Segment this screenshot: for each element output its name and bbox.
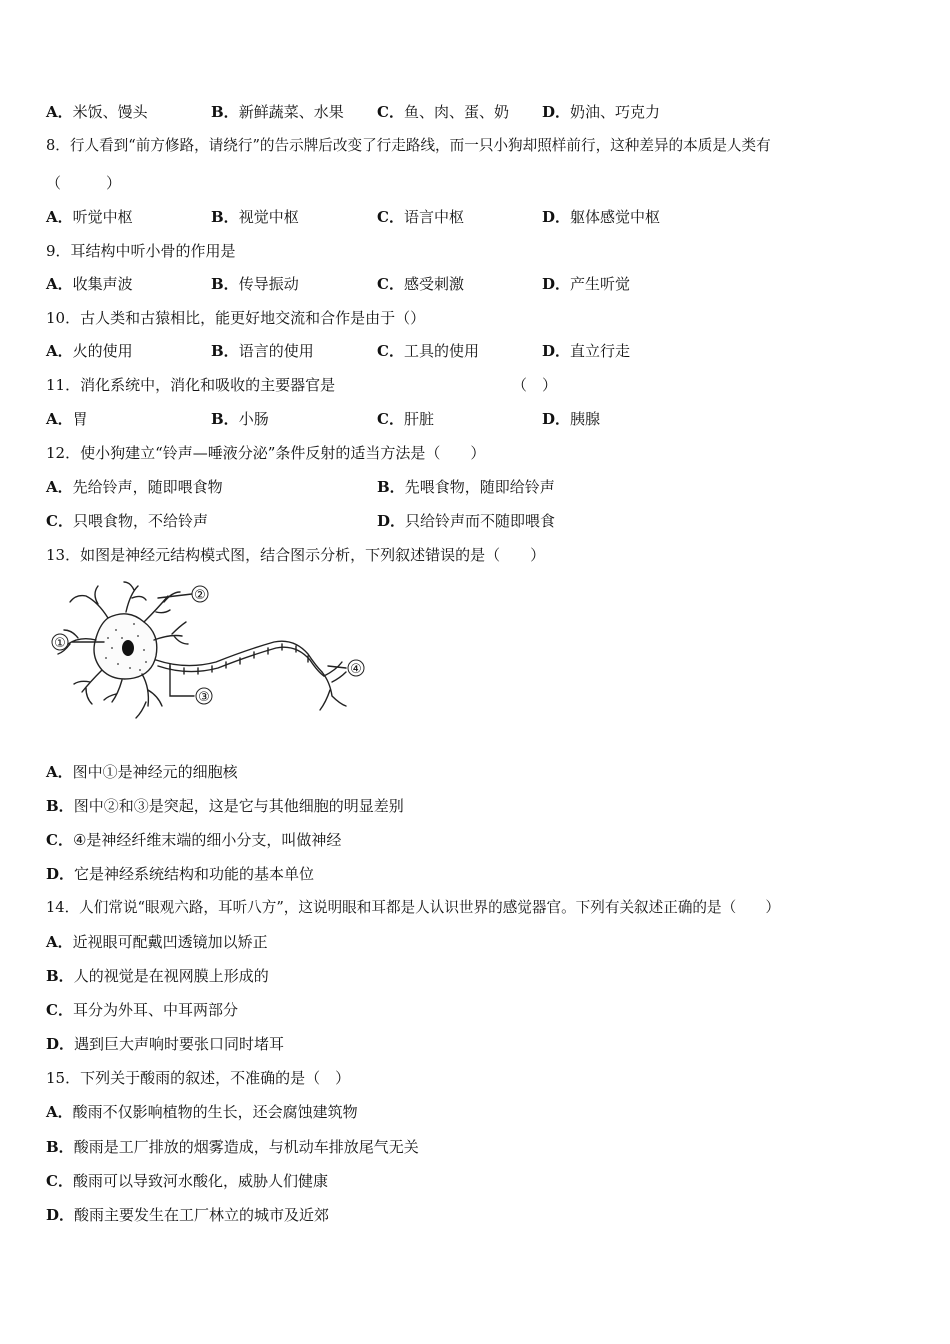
q14-option-a[interactable]: A．近视眼可配戴凹透镜加以矫正 [46,933,268,951]
q15-option-c[interactable]: C．酸雨可以导致河水酸化，威胁人们健康 [46,1172,328,1190]
q8-stem-answer-blank: （ ） [46,174,122,192]
q8-options [46,207,906,227]
q12-option-a[interactable]: A．先给铃声，随即喂食物 [46,478,223,496]
q14-option-c[interactable]: C．耳分为外耳、中耳两部分 [46,1001,238,1019]
q9-option-d[interactable]: D．产生听觉 [542,275,631,293]
label-leader-4 [328,666,346,668]
neuron-nucleus [122,640,134,656]
q11-answer-paren: （ ） [512,376,558,394]
q12-option-c[interactable]: C．只喂食物，不给铃声 [46,512,208,530]
neuron-dendrite [74,670,102,704]
q15-option-d[interactable]: D．酸雨主要发生在工厂林立的城市及近郊 [46,1206,330,1224]
neuron-axon [156,641,322,672]
q9-option-c[interactable]: C．感受刺激 [377,275,464,293]
q13-option-a[interactable]: A．图中①是神经元的细胞核 [46,763,238,781]
q10-option-c[interactable]: C．工具的使用 [377,342,479,360]
q12-stem: 12．使小狗建立“铃声—唾液分泌”条件反射的适当方法是（ ） [46,444,486,462]
myelin-segments [170,644,308,674]
q13-stem: 13．如图是神经元结构模式图，结合图示分析，下列叙述错误的是（ ） [46,546,546,564]
neuron-dendrite [124,582,146,612]
figure-label-2: ② [194,588,206,603]
q11-option-c[interactable]: C．肝脏 [377,410,434,428]
q11-options [46,409,906,429]
q14-stem: 14．人们常说“眼观六路，耳听八方”，这说明眼和耳都是人认识世界的感觉器官。下列有关叙述正确的是（ ） [46,899,780,916]
q11-option-d[interactable]: D．胰腺 [542,410,601,428]
q15-stem: 15．下列关于酸雨的叙述，不准确的是（ ） [46,1069,351,1087]
q14-option-d[interactable]: D．遇到巨大声响时要张口同时堵耳 [46,1035,285,1053]
neuron-diagram [46,578,376,726]
figure-label-1: ① [54,636,66,651]
neuron-axon-terminal [320,662,346,710]
neuron-dendrite [136,674,162,718]
q7-option-b[interactable]: B．新鲜蔬菜、水果 [211,103,344,121]
q7-options [46,102,906,122]
q8-option-b[interactable]: B．视觉中枢 [211,208,299,226]
q12-options-row2 [46,511,906,531]
neuron-dendrite [70,586,108,618]
q14-option-b[interactable]: B．人的视觉是在视网膜上形成的 [46,967,269,985]
q10-stem: 10．古人类和古猿相比，能更好地交流和合作是由于（） [46,309,426,327]
q10-option-d[interactable]: D．直立行走 [542,342,631,360]
q12-option-d[interactable]: D．只给铃声而不随即喂食 [377,512,556,530]
q13-option-b[interactable]: B．图中②和③是突起，这是它与其他细胞的明显差别 [46,797,404,815]
neuron-dendrite [154,622,188,644]
neuron-axon-sheath [158,647,324,676]
q9-stem: 9．耳结构中听小骨的作用是 [46,242,236,260]
figure-label-4: ④ [350,662,362,677]
q10-option-b[interactable]: B．语言的使用 [211,342,314,360]
q8-option-c[interactable]: C．语言中枢 [377,208,464,226]
q11-stem: 11．消化系统中，消化和吸收的主要器官是 [46,376,336,394]
label-leader-2 [158,594,192,598]
q11-option-a[interactable]: A．胃 [46,410,88,428]
q10-options [46,341,906,361]
q15-option-a[interactable]: A．酸雨不仅影响植物的生长，还会腐蚀建筑物 [46,1103,358,1121]
q10-option-a[interactable]: A．火的使用 [46,342,133,360]
q12-options-row1 [46,477,906,497]
q12-option-b[interactable]: B．先喂食物，随即给铃声 [377,478,555,496]
q7-option-c[interactable]: C．鱼、肉、蛋、奶 [377,103,509,121]
q13-option-c[interactable]: C．④是神经纤维末端的细小分支，叫做神经 [46,831,342,849]
q11-option-b[interactable]: B．小肠 [211,410,269,428]
q15-option-b[interactable]: B．酸雨是工厂排放的烟雾造成，与机动车排放尾气无关 [46,1138,419,1156]
neuron-dendrite [104,680,122,702]
q7-option-a[interactable]: A．米饭、馒头 [46,103,148,121]
q9-option-b[interactable]: B．传导振动 [211,275,299,293]
q8-option-a[interactable]: A．听觉中枢 [46,208,133,226]
q13-option-d[interactable]: D．它是神经系统结构和功能的基本单位 [46,865,315,883]
q8-option-d[interactable]: D．躯体感觉中枢 [542,208,661,226]
q9-options [46,274,906,294]
q8-stem: 8．行人看到“前方修路，请绕行”的告示牌后改变了行走路线，而一只小狗却照样前行，这种差异的本质是人类有 [46,137,771,154]
q7-option-d[interactable]: D．奶油、巧克力 [542,103,661,121]
q9-option-a[interactable]: A．收集声波 [46,275,133,293]
figure-label-3: ③ [198,690,210,705]
